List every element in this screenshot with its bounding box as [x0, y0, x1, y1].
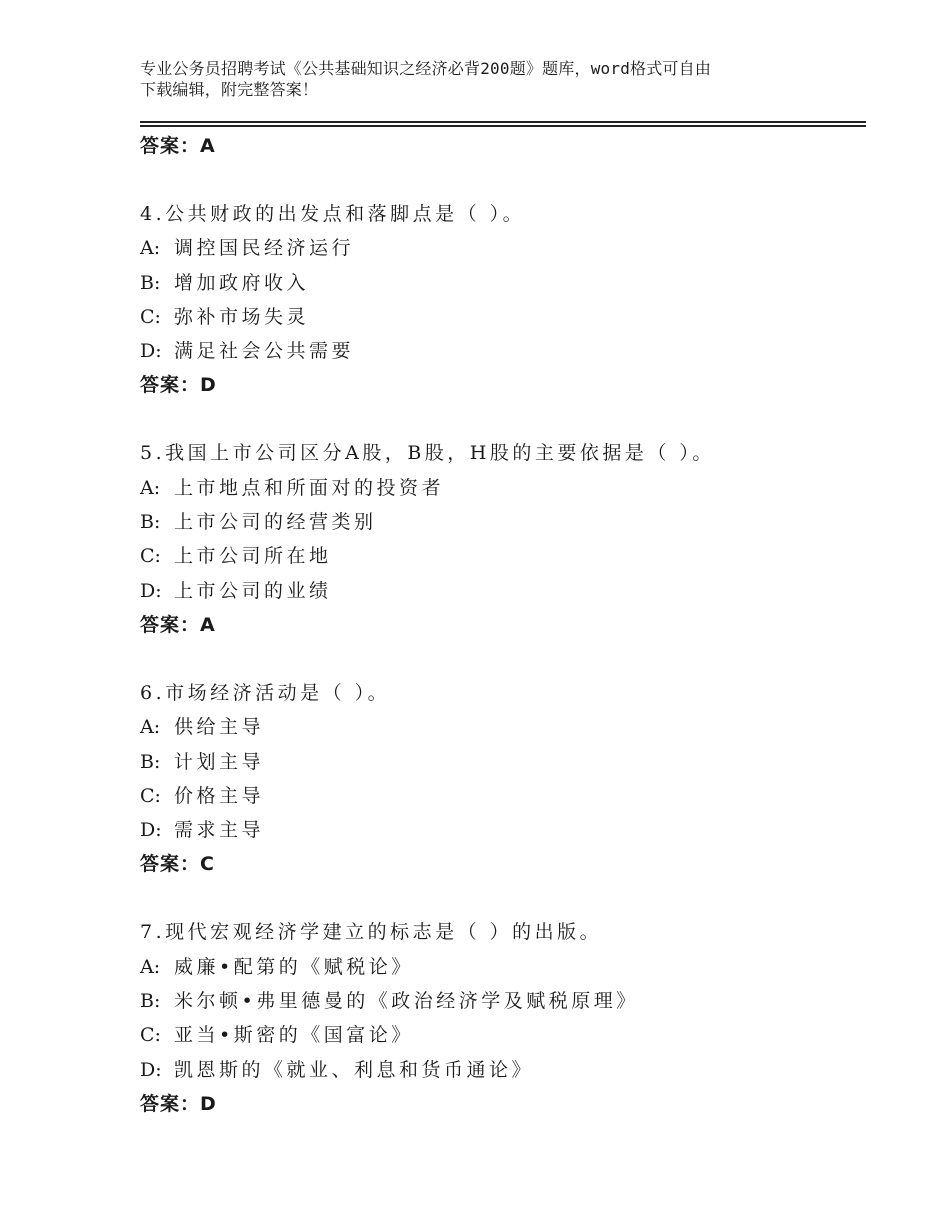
- question-list: [140, 129, 866, 1121]
- option-letter: C:: [140, 305, 161, 328]
- page-header: [140, 58, 820, 100]
- question-block: [140, 676, 866, 881]
- option-text: 亚当•斯密的《国富论》: [174, 1024, 414, 1047]
- question-stem: 7.现代宏观经济学建立的标志是（ ）的出版。: [140, 921, 603, 944]
- option-letter: D:: [140, 340, 162, 363]
- option-text: 上市公司所在地: [174, 545, 332, 568]
- answer-line: 答案：D: [140, 1092, 217, 1115]
- option-text: 供给主导: [174, 716, 265, 739]
- option-c: [140, 539, 866, 573]
- option-letter: A:: [140, 476, 161, 499]
- answer-line: 答案：A: [140, 135, 216, 157]
- header-line-2: 下载编辑，附完整答案！: [140, 80, 319, 99]
- option-a: [140, 471, 866, 505]
- option-text: 威廉•配第的《赋税论》: [174, 955, 414, 978]
- option-text: 米尔顿•弗里德曼的《政治经济学及赋税原理》: [174, 990, 639, 1013]
- header-divider-second: [140, 125, 866, 127]
- option-text: 计划主导: [174, 750, 265, 773]
- spacer: [140, 402, 866, 436]
- answer-line: 答案：D: [140, 374, 217, 397]
- option-letter: B:: [140, 271, 161, 294]
- spacer: [140, 881, 866, 915]
- option-d: [140, 1053, 866, 1087]
- option-letter: A:: [140, 716, 161, 739]
- option-letter: B:: [140, 750, 161, 773]
- question-block: [140, 197, 866, 402]
- option-letter: C:: [140, 1024, 161, 1047]
- answer-line: 答案：C: [140, 853, 215, 876]
- option-text: 上市地点和所面对的投资者: [174, 476, 445, 499]
- option-letter: A:: [140, 955, 161, 978]
- option-letter: D:: [140, 579, 162, 602]
- option-d: [140, 334, 866, 368]
- option-b: [140, 505, 866, 539]
- question-block: [140, 915, 866, 1120]
- option-text: 上市公司的经营类别: [174, 511, 377, 534]
- option-b: [140, 984, 866, 1018]
- option-b: [140, 266, 866, 300]
- option-text: 上市公司的业绩: [174, 579, 332, 602]
- option-text: 满足社会公共需要: [174, 340, 355, 363]
- option-text: 凯恩斯的《就业、利息和货币通论》: [174, 1058, 535, 1081]
- option-letter: A:: [140, 237, 161, 260]
- option-c: [140, 1018, 866, 1052]
- option-text: 弥补市场失灵: [174, 305, 310, 328]
- option-letter: D:: [140, 1058, 162, 1081]
- spacer: [140, 642, 866, 676]
- option-text: 增加政府收入: [174, 271, 310, 294]
- option-letter: C:: [140, 784, 161, 807]
- option-b: [140, 745, 866, 779]
- option-letter: B:: [140, 511, 161, 534]
- option-d: [140, 813, 866, 847]
- option-a: [140, 710, 866, 744]
- header-line-1: 专业公务员招聘考试《公共基础知识之经济必背200题》题库，word格式可自由: [140, 59, 712, 78]
- option-text: 需求主导: [174, 819, 265, 842]
- option-a: [140, 231, 866, 265]
- question-block: [140, 436, 866, 641]
- question-stem: 4.公共财政的出发点和落脚点是（ ）。: [140, 203, 526, 225]
- spacer: [140, 163, 866, 197]
- option-d: [140, 574, 866, 608]
- option-letter: D:: [140, 819, 162, 842]
- option-text: 调控国民经济运行: [174, 237, 355, 260]
- option-c: [140, 300, 866, 334]
- option-letter: C:: [140, 545, 161, 568]
- question-stem: 5.我国上市公司区分A股，B股，H股的主要依据是（ ）。: [140, 442, 715, 465]
- option-a: [140, 950, 866, 984]
- option-text: 价格主导: [174, 784, 265, 807]
- option-letter: B:: [140, 990, 161, 1013]
- option-c: [140, 779, 866, 813]
- answer-line: 答案：A: [140, 613, 216, 636]
- question-stem: 6.市场经济活动是（ ）。: [140, 681, 391, 704]
- header-divider: [140, 121, 866, 123]
